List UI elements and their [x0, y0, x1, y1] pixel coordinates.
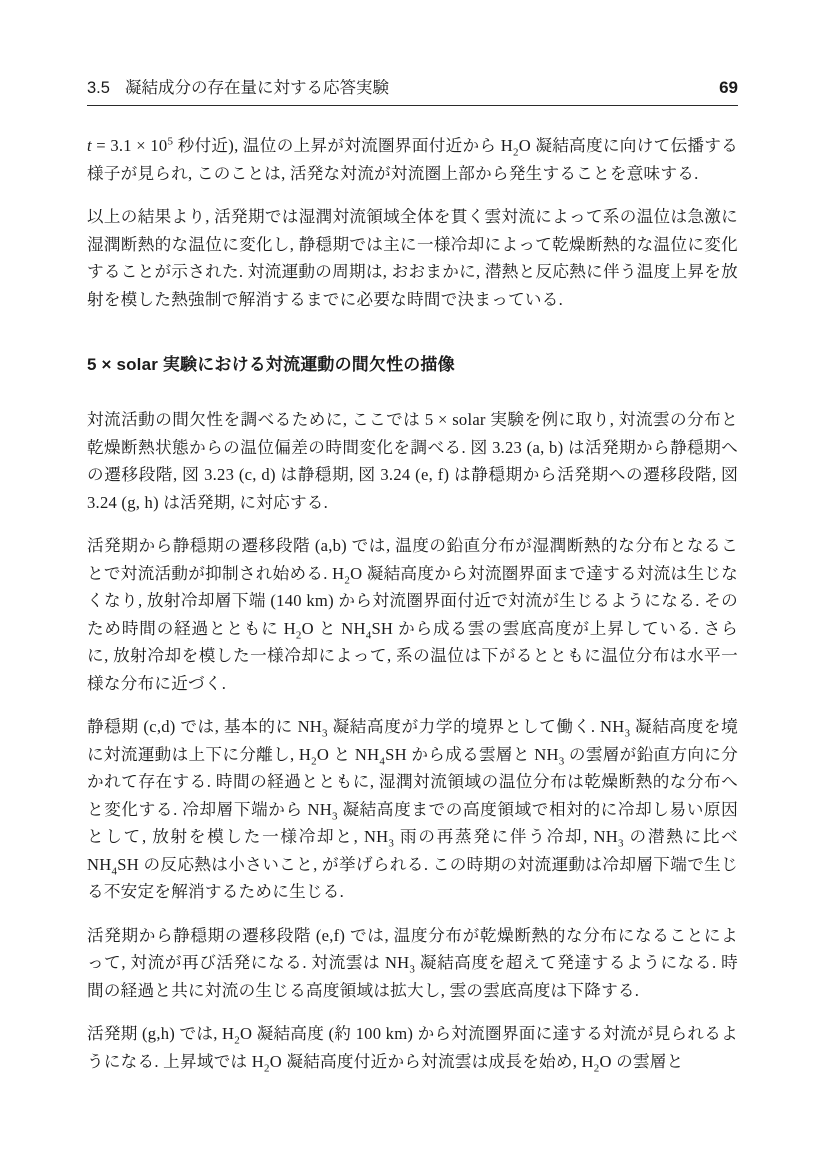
running-header	[87, 74, 738, 106]
paragraph-intro: 対流活動の間欠性を調べるために, ここでは 5 × solar 実験を例に取り, 対流雲の分布と乾燥断熱状態からの温位偏差の時間変化を調べる. 図 3.23 (a, b) は活発期から静穏期への遷移段階, 図 3.23 (c, d) は静穏期, 図 3.24 (e, f) は静穏期から活発期への遷移段階, 図 3.24 (g, h) は活発期, に対応する.	[87, 410, 738, 512]
section-number: 3.5	[87, 79, 110, 97]
paragraph-transition-ab: 活発期から静穏期の遷移段階 (a,b) では, 温度の鉛直分布が湿潤断熱的な分布となることで対流活動が抑制され始める. $H_2O$ 凝結高度から対流圏界面まで達する対流は生じなくなり, 放射冷却層下端 (140 km) から対流圏界面付近で対流が生じるようになる. そのため時間の経過とともに $H_2O$ と $NH_4SH$ から成る雲の雲底高度が上昇している. さらに, 放射冷却を模した一様冷却によって, 系の温位は下がるとともに温位分布は水平一様な分布に近づく.	[87, 536, 739, 693]
body-text	[87, 132, 738, 1075]
page-number: 69	[719, 78, 738, 97]
page-content	[87, 74, 738, 1075]
subsection-heading: 5 × solar 実験における対流運動の間欠性の描像	[87, 355, 455, 374]
running-header-left	[87, 74, 389, 98]
paragraph-quiescent-cd: 静穏期 (c,d) では, 基本的に $NH_3$ 凝結高度が力学的境界として働く. $NH_3$ 凝結高度を境に対流運動は上下に分離し, $H_2O$ と $NH_4SH$ から成る雲層と $NH_3$ の雲層が鉛直方向に分かれて存在する. 時間の経過とともに, 湿潤対流領域の温位分布は乾燥断熱的な分布へと変化する. 冷却層下端から $NH_3$ 凝結高度までの高度領域で相対的に冷却し易い原因として, 放射を模した一様冷却と, $NH_3$ 雨の再蒸発に伴う冷却, $NH_3$ の潜熱に比べ $NH_4SH$ の反応熱は小さいこと, が挙げられる. この時期の対流運動は冷却層下端で生じる不安定を解消するために生じる.	[87, 717, 738, 901]
paragraph-summary: 以上の結果より, 活発期では湿潤対流領域全体を貫く雲対流によって系の温位は急激に湿潤断熱的な温位に変化し, 静穏期では主に一様冷却によって乾燥断熱的な温位に変化することが示された. 対流運動の周期は, おおまかに, 潜熱と反応熱に伴う温度上昇を放射を模した熱強制で解消するまでに必要な時間で決まっている.	[87, 207, 738, 309]
section-title: 凝結成分の存在量に対する応答実験	[124, 79, 389, 97]
paragraph-active-gh: 活発期 (g,h) では, $H_2O$ 凝結高度 (約 100 km) から対流圏界面に達する対流が見られるようになる. 上昇域では $H_2O$ 凝結高度付近から対流雲は成長を始め, $H_2O$ の雲層と	[87, 1024, 738, 1074]
paragraph-transition-ef: 活発期から静穏期の遷移段階 (e,f) では, 温度分布が乾燥断熱的な分布になることによって, 対流が再び活発になる. 対流雲は $NH_3$ 凝結高度を超えて発達するようになる. 時間の経過と共に対流の生じる高度領域は拡大し, 雲の雲底高度は下降する.	[87, 925, 738, 1000]
paragraph-continuation: $t = 3.1 \times 10^5$ 秒付近), 温位の上昇が対流圏界面付近から $H_2O$ 凝結高度に向けて伝播する様子が見られ, このことは, 活発な対流が対流圏上部から発生することを意味する.	[87, 135, 738, 183]
